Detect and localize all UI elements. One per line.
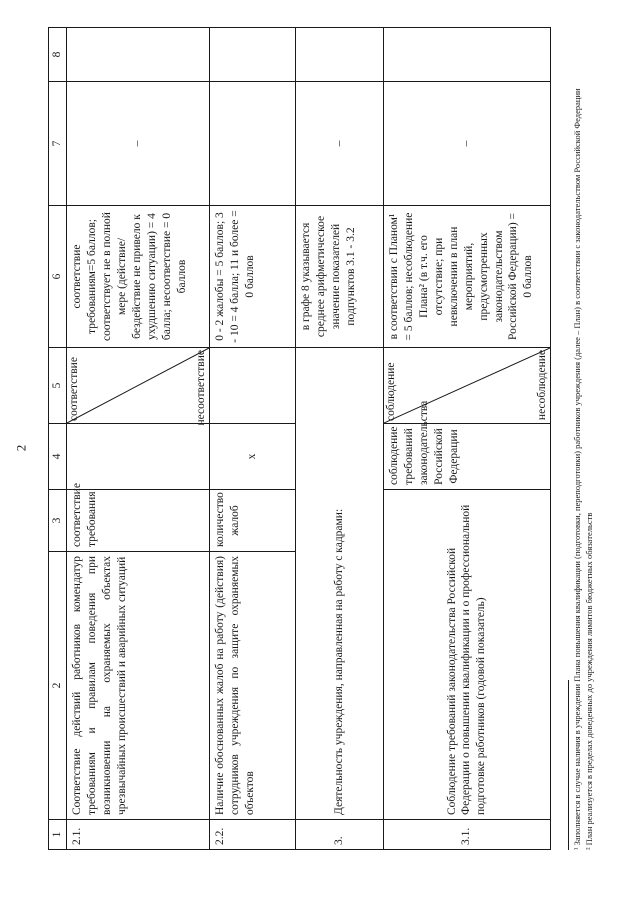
criteria-table xyxy=(48,27,551,850)
col8-cell xyxy=(209,28,295,82)
table-row xyxy=(66,28,209,850)
row-number: 2.1. xyxy=(66,820,209,850)
footnote-rule xyxy=(568,680,569,850)
col7-cell: – xyxy=(295,82,383,206)
col8-cell xyxy=(295,28,383,82)
diagonal-line xyxy=(67,348,209,426)
header-cell: 2 xyxy=(49,552,67,820)
criterion-text: Деятельность учреждения, направленная на работу с кадрами: xyxy=(295,348,383,820)
scoring-rule: в графе 8 указывается среднее арифметическое значение показателей подпунктов 3.1 - 3.2 xyxy=(295,206,383,348)
header-cell: 7 xyxy=(49,82,67,206)
measure-unit: соответствие требования xyxy=(66,490,209,552)
col4-cell: x xyxy=(209,424,295,490)
scoring-rule: 0 - 2 жалобы = 5 баллов; 3 - 10 = 4 балла; 11 и более = 0 баллов xyxy=(209,206,295,348)
noncompliance-label: несоблюдение xyxy=(536,350,548,421)
header-cell: 5 xyxy=(49,348,67,424)
compliance-label: соблюдение xyxy=(384,362,397,421)
col5-cell xyxy=(209,348,295,424)
col7-cell: – xyxy=(66,82,209,206)
table-row xyxy=(209,28,295,850)
criterion-text: Наличие обоснованных жалоб на работу (действия) сотрудников учреждения по защите охраняемых объектов xyxy=(209,552,295,820)
col7-cell xyxy=(209,82,295,206)
page-number: 2 xyxy=(13,444,29,452)
scoring-rule: соответствие требованиям=5 баллов; соответствует не в полной мере (действие/ бездействие не привело к ухудшению ситуации) = 4 балла; несоответствие = 0 баллов xyxy=(66,206,209,348)
measure-unit: количество жалоб xyxy=(209,490,295,552)
compliance-label: соответствие xyxy=(67,357,80,421)
table-row xyxy=(295,28,383,850)
row-number: 3.1. xyxy=(383,820,550,850)
col4-cell xyxy=(66,424,209,490)
scoring-rule: в соответствии с Планом¹ = 5 баллов; несоблюдение Плана² (в т.ч. его отсутствие; при невключении в план мероприятий, предусмотренных законодательством Российской Федерации) = 0 баллов xyxy=(383,206,550,348)
footnotes xyxy=(568,50,595,850)
criterion-text: Соблюдение требований законодательства Российской Федерации о повышении квалификации и о профессиональной подготовке работников (годовой показатель) xyxy=(383,490,550,820)
noncompliance-label: несоответствие xyxy=(195,350,207,426)
legislation-compliance: соблюдение требований законодательства Российской Федерации xyxy=(383,424,550,490)
footnote-2: ² План реализуется в пределах доведенных до учреждения лимитов бюджетных обязательств xyxy=(583,512,594,850)
header-cell: 4 xyxy=(49,424,67,490)
row-number: 3. xyxy=(295,820,383,850)
compliance-split-cell xyxy=(66,348,209,424)
col7-cell: – xyxy=(383,82,550,206)
col8-cell xyxy=(66,28,209,82)
rotated-page xyxy=(0,30,640,880)
row-number: 2.2. xyxy=(209,820,295,850)
table-row xyxy=(383,28,550,850)
header-cell: 1 xyxy=(49,820,67,850)
criterion-text: Соответствие действий работников комендатур требованиям и правилам поведения при возникновении на охраняемых объектах чрезвычайных происшествий и аварийных ситуаций xyxy=(66,552,209,820)
footnote-1: ¹ Заполняется в случае наличия в учреждении Плана повышения квалификации (подготовки, переподготовки) работников учреждения (далее – План) в соответствии с законодательством Российской Федерации xyxy=(572,88,582,850)
col8-cell xyxy=(383,28,550,82)
header-cell: 8 xyxy=(49,28,67,82)
header-cell: 6 xyxy=(49,206,67,348)
compliance-split-cell xyxy=(383,348,550,424)
diagonal-line xyxy=(384,348,550,423)
header-cell: 3 xyxy=(49,490,67,552)
header-row xyxy=(49,28,67,850)
